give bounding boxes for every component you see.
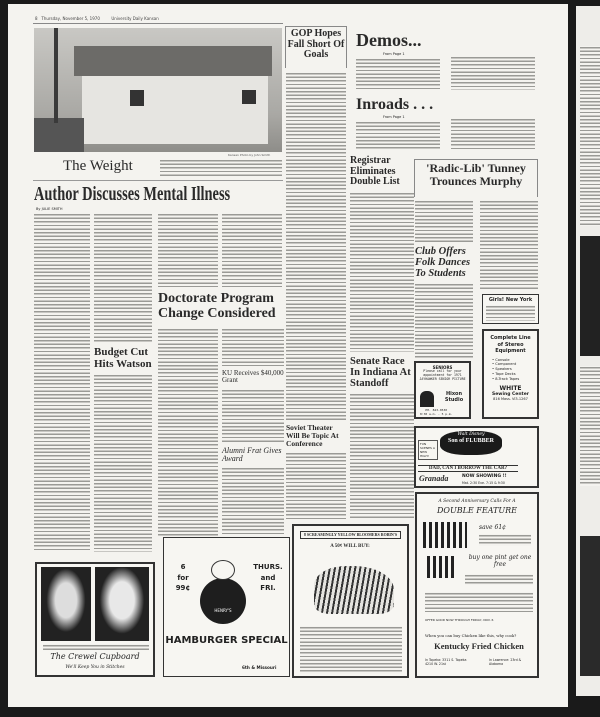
pint-image: [427, 556, 457, 578]
portrait-george: [95, 567, 149, 641]
headline-gop: GOP Hopes Fall Short Of Goals: [285, 26, 347, 68]
ad-henrys-hamburger: [163, 537, 290, 677]
store-name: Sewing Center: [492, 391, 529, 397]
tiger-elephant-illustration: [314, 566, 394, 614]
ad-son-of-flubber: [414, 426, 539, 488]
headline-soviet: Soviet Theater Will Be Topic At Conference: [286, 423, 339, 448]
headline-doctorate: Doctorate Program Change Considered: [158, 291, 276, 321]
ad-text: for: [177, 573, 189, 582]
article-text: [222, 389, 284, 443]
offer-terms: OFFER GOOD NOW THROUGH FRIDAY, NOV. 6: [425, 618, 494, 622]
ad-tagline: We'll Keep You in Stitches: [65, 665, 125, 670]
article-text: [480, 200, 538, 290]
ad-title: HAMBURGER SPECIAL: [165, 635, 288, 646]
save-amount: save 61¢: [479, 524, 506, 531]
headline-registrar: Registrar Eliminates Double List: [350, 155, 400, 187]
mascot-face: [211, 560, 235, 580]
article-text: [356, 121, 440, 150]
theater-name: Granada: [419, 474, 449, 483]
ad-subtitle: A 50¢ WILL BUY:: [330, 544, 370, 549]
header-rule: [33, 23, 283, 24]
photo-caption-text: [160, 159, 282, 176]
bucket-image: [423, 522, 467, 548]
ad-text: Please call for your appointment for 1971 JAYHAWKER SENIOR PICTURE: [419, 369, 466, 381]
article-text: [350, 192, 414, 352]
ad-title: 8 SCREAMINGLY YELLOW BLOOMERS ROBIN'S: [300, 531, 401, 539]
location-topeka: In Topeka: 3311 S. Topeka 4210 W. 21st: [425, 658, 467, 666]
photo-credit: Kansan Photo by John Smith: [228, 153, 271, 157]
article-text: [34, 213, 90, 552]
issue-date: Thursday, November 5, 1970: [41, 16, 100, 21]
photo-caption-title: The Weight: [63, 158, 133, 174]
headline-club: Club Offers Folk Dances To Students: [415, 246, 471, 280]
headline-ku-grant: KU Receives $40,000 Grant: [222, 369, 284, 385]
headline-author: Author Discusses Mental Illness: [34, 183, 231, 205]
column-gop-soviet: [286, 72, 346, 519]
ad-text: 99¢: [175, 584, 191, 592]
store-name: WHITE: [499, 384, 522, 392]
phone: PH. 843-0530: [425, 408, 448, 412]
photo-shed: [34, 28, 282, 152]
store-address: 816 Mass. VI3-1267: [493, 396, 528, 401]
adjacent-page-edge: [576, 6, 600, 696]
camera-icon: [420, 391, 434, 407]
article-text: [415, 283, 473, 358]
headline-budget: Budget Cut Hits Watson: [94, 346, 152, 370]
studio-name: Hixon Studio: [444, 391, 464, 403]
list-item: • Component: [492, 362, 517, 367]
byline: By JULIE SMITH: [36, 207, 63, 211]
article-text: [356, 58, 440, 90]
hours: 8:30 a.m. - 5 p.m.: [420, 411, 453, 416]
article-text: [286, 72, 346, 420]
article-text: [222, 467, 284, 534]
ad-title: SENIORS: [432, 365, 453, 370]
ad-subtitle: A Second Anniversary Calls For A: [438, 499, 516, 504]
article-text: [94, 213, 152, 343]
brand: Walt Disney: [457, 432, 485, 437]
ad-title: Girls! New York: [488, 297, 533, 303]
movie-title: Son of FLUBBER: [447, 438, 494, 444]
list-item: • 8-Track Tapes: [492, 376, 520, 381]
ad-address: 6th & Missouri: [242, 665, 277, 670]
ad-title: DOUBLE FEATURE: [437, 506, 517, 515]
ad-text: FRI.: [260, 584, 276, 592]
ad-seniors-hixon: [414, 361, 471, 419]
jump-line: From Page 1: [383, 52, 405, 56]
article-text: [222, 213, 282, 287]
article-text: [451, 56, 535, 90]
ad-circus: [292, 524, 409, 678]
ad-title: Complete Line of Stereo Equipment: [490, 335, 531, 354]
now-showing: NOW SHOWING !!: [462, 474, 507, 479]
headline-tunney: 'Radic-Lib' Tunney Trounces Murphy: [414, 159, 538, 197]
ad-text: THURS.: [253, 563, 283, 571]
column-registrar-senate: [350, 156, 414, 520]
ad-kfc-double-feature: [415, 492, 539, 678]
list-item: • Tape Decks: [492, 372, 516, 377]
ad-stereo: [482, 329, 539, 419]
headline-senate: Senate Race In Indiana At Standoff: [350, 355, 411, 389]
article-text: [222, 328, 284, 366]
column-club: [415, 200, 477, 358]
ad-crewel-cupboard: [35, 562, 155, 677]
henry-logo: [200, 578, 246, 624]
jump-line: From Page 1: [383, 115, 405, 119]
location-lawrence: In Lawrence: 23rd & Alabama: [489, 658, 522, 666]
ad-text: 6: [180, 563, 186, 571]
logo-text: HENRY'S: [214, 608, 232, 613]
co-feature: DAD, CAN I BORROW THE CAR?: [418, 465, 518, 472]
article-text: [415, 200, 473, 242]
page-header: [35, 16, 159, 21]
column-budget: [94, 213, 152, 552]
paper-name: University Daily Kansan: [111, 16, 159, 21]
article-text: [286, 452, 346, 519]
headline-inroads: Inroads . . .: [356, 96, 434, 113]
headline-demos: Demos...: [356, 30, 422, 50]
portrait-martha: [41, 567, 91, 641]
column-ku-alumni: [222, 328, 284, 534]
list-item: • Console: [492, 357, 510, 362]
article-text: [451, 118, 535, 150]
buy-one-offer: buy one pint get one free: [468, 554, 532, 568]
ad-girls-new-york: [482, 294, 539, 324]
article-text: [94, 374, 152, 552]
tagline: FUN SCENES A NEW HIGH!: [418, 440, 438, 460]
headline-alumni: Alumni Frat Gives Award: [222, 445, 282, 464]
page-number: 8: [35, 16, 38, 21]
ad-title: The Crewel Cupboard: [50, 652, 140, 661]
newspaper-page: [8, 4, 568, 707]
article-text: [158, 213, 218, 287]
list-item: • Speakers: [492, 367, 512, 372]
divider: [33, 180, 283, 181]
ad-text: and: [260, 573, 276, 582]
kfc-logo: Kentucky Fried Chicken: [434, 641, 524, 651]
article-text: [158, 328, 218, 538]
showtimes: Mat. 2:30 Eve. 7:15 & 9:30: [462, 481, 505, 485]
article-text: [350, 393, 414, 520]
slogan: When you can buy Chicken like this, why cook?: [425, 633, 517, 638]
